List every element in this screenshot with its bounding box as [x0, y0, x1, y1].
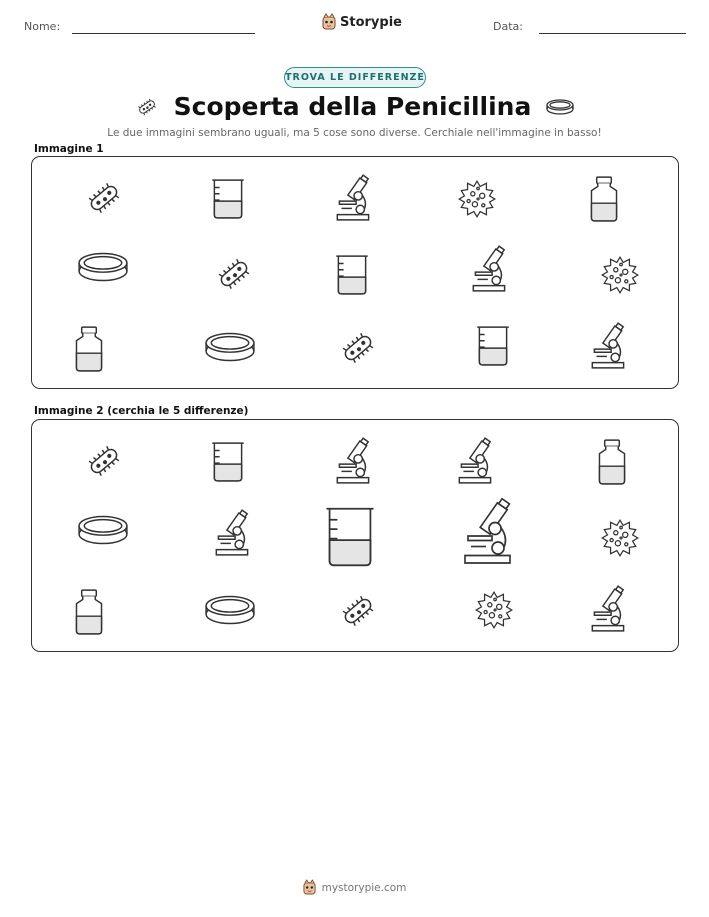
instructions: Le due immagini sembrano uguali, ma 5 cose sono diverse. Cerchiale nell'immagine in basso! [107, 127, 602, 139]
petri-dish-icon [77, 249, 129, 285]
brand-logo [322, 14, 402, 30]
image2-panel [31, 419, 679, 652]
microscope-icon[interactable] [588, 586, 630, 634]
footer [0, 880, 709, 895]
microscope-icon[interactable] [333, 438, 375, 486]
name-label: Nome: [24, 20, 61, 33]
beaker-icon[interactable] [207, 440, 249, 484]
title-row [0, 92, 709, 121]
mold-spore-icon[interactable] [472, 588, 516, 632]
vial-icon [73, 325, 105, 373]
vial-icon [588, 175, 620, 223]
vial-icon[interactable] [596, 438, 628, 486]
bacterium-icon [83, 177, 125, 219]
mold-spore-icon [598, 253, 642, 297]
brand-name: Storypie [340, 14, 402, 30]
mascot-icon [303, 880, 316, 895]
mascot-icon [322, 14, 336, 30]
mold-spore-icon[interactable] [598, 516, 642, 560]
bacterium-icon [337, 327, 379, 369]
bacterium-icon [134, 98, 160, 116]
worksheet-type-badge: TROVA LE DIFFERENZE [284, 67, 426, 88]
microscope-icon [333, 175, 375, 223]
date-label: Data: [493, 20, 523, 33]
mold-spore-icon [455, 177, 499, 221]
microscope-icon[interactable] [459, 498, 519, 568]
beaker-icon[interactable] [318, 504, 382, 570]
date-field-line[interactable] [539, 33, 686, 34]
image2-label: Immagine 2 (cerchia le 5 differenze) [34, 405, 249, 417]
microscope-icon [469, 246, 511, 294]
microscope-icon[interactable] [455, 438, 497, 486]
image1-panel [31, 156, 679, 389]
vial-icon[interactable] [73, 588, 105, 636]
image1-label: Immagine 1 [34, 143, 104, 155]
microscope-icon [588, 323, 630, 371]
beaker-icon [207, 177, 249, 221]
bacterium-icon [213, 253, 255, 295]
name-field-line[interactable] [72, 33, 255, 34]
footer-url[interactable]: mystorypie.com [321, 881, 407, 894]
beaker-icon [331, 253, 373, 297]
petri-dish-icon [545, 97, 575, 117]
bacterium-icon[interactable] [83, 440, 125, 482]
bacterium-icon[interactable] [337, 590, 379, 632]
page-title: Scoperta della Penicillina [173, 92, 532, 121]
petri-dish-icon[interactable] [77, 512, 129, 548]
petri-dish-icon[interactable] [204, 592, 256, 628]
microscope-icon[interactable] [212, 510, 254, 558]
beaker-icon [472, 324, 514, 368]
petri-dish-icon [204, 329, 256, 365]
